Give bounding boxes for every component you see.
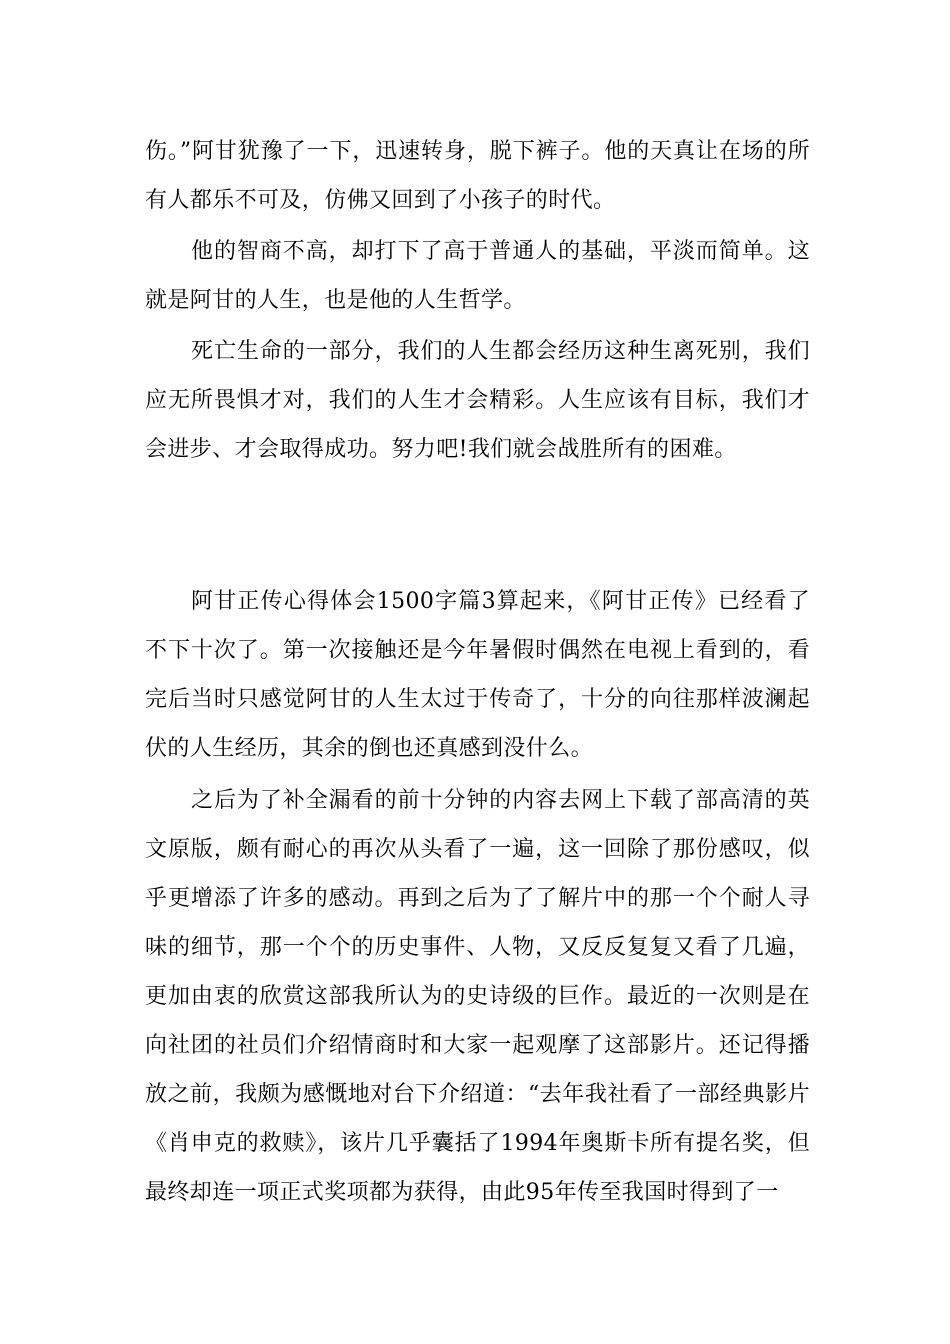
paragraph-1: 伤。”阿甘犹豫了一下，迅速转身，脱下裤子。他的天真让在场的所有人都乐不可及，仿佛又回到了小孩子的时代。 bbox=[145, 139, 810, 213]
paragraph-5: 之后为了补全漏看的前十分钟的内容去网上下载了部高清的英文原版，颇有耐心的再次从头看了一遍，这一回除了那份感叹，似乎更增添了许多的感动。再到之后为了了解片中的那一个个耐人寻味的细节，那一个个的历史事件、人物，又反反复复又看了几遍，更加由衷的欣赏这部我所认为的史诗级的巨作。最近的一次则是在向社团的社员们介绍情商时和大家一起观摩了这部影片。还记得播放之前，我颇为感慨地对台下介绍道：“去年我社看了一部经典影片《肖申克的救赎》，该片几乎囊括了1994年奥斯卡所有提名奖，但最终却连一项正式奖项都为获得，由此95年传至我国时得到了一 bbox=[145, 788, 810, 1205]
paragraph-2: 他的智商不高，却打下了高于普通人的基础，平淡而简单。这就是阿甘的人生，也是他的人生哲学。 bbox=[145, 239, 810, 313]
paragraph-3: 死亡生命的一部分，我们的人生都会经历这种生离死别，我们应无所畏惧才对，我们的人生才会精彩。人生应该有目标，我们才会进步、才会取得成功。努力吧!我们就会战胜所有的困难。 bbox=[145, 339, 810, 462]
paragraph-4: 阿甘正传心得体会1500字篇3算起来，《阿甘正传》已经看了不下十次了。第一次接触还是今年暑假时偶然在电视上看到的，看完后当时只感觉阿甘的人生太过于传奇了，十分的向往那样波澜起伏的人生经历，其余的倒也还真感到没什么。 bbox=[145, 589, 810, 761]
